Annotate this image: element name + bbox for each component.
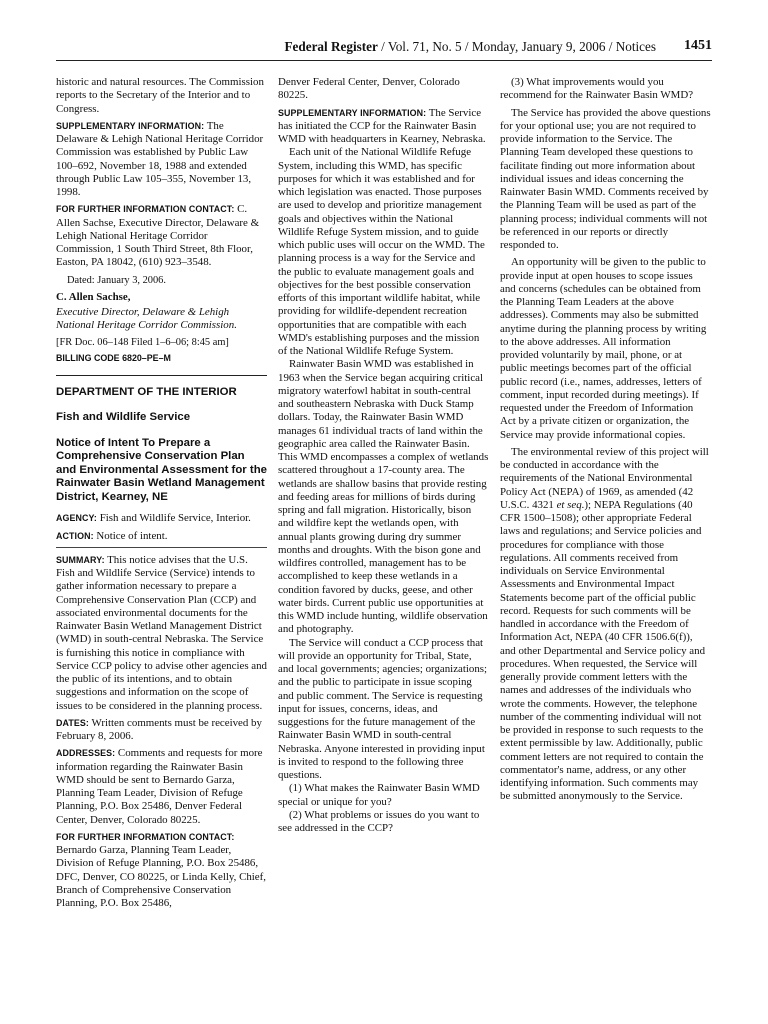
addresses-section — [56, 747, 267, 827]
section-label: SUMMARY: — [56, 554, 105, 565]
body-paragraph: Each unit of the National Wildlife Refuge System, including this WMD, has specific purposes for which it was established and for which legislation was enacted. Those purposes are used to develop and prioritize management goals and objectives within the National Wildlife Refuge System mission, and to guide which public uses will occur on the WMD. The planning process is a way for the Service and the public to evaluate management goals and objectives for the best possible conservation efforts of this important wildlife habitat, while providing for wildlife-dependent recreation opportunities that are compatible with each WMD's establishing purposes and the mission of the National Wildlife Refuge System. — [278, 146, 485, 357]
dates-section — [56, 717, 267, 744]
section-text: Notice of intent. — [93, 529, 168, 542]
page-number: 1451 — [684, 38, 712, 53]
intro-paragraph: historic and natural resources. The Commission reports to the Secretary of the Interior and to Congress. — [56, 76, 264, 115]
billing-code: BILLING CODE 6820–PE–M — [56, 352, 171, 363]
section-text: The Delaware & Lehigh National Heritage Corridor Commission was established by Public Law 100–692, November 18, 1988 and extended through Public Law 105–355, November 13, 1998. — [56, 119, 264, 198]
section-text: Fish and Wildlife Service, Interior. — [96, 512, 251, 525]
signer-name: C. Allen Sachse, — [56, 290, 131, 303]
section-label: SUPPLEMENTARY INFORMATION: — [56, 120, 205, 131]
section-text: Bernardo Garza, Planning Team Leader, Division of Refuge Planning, P.O. Box 25486, DFC, Denver, CO 80225, or Linda Kelly, Chief, Branch of Comprehensive Conservation Planning, P.O. Box 25486, — [56, 844, 266, 910]
section-label: FOR FURTHER INFORMATION CONTACT: — [56, 831, 235, 842]
section-text: This notice advises that the U.S. Fish and Wildlife Service (Service) intends to gather information necessary to prepare a Comprehensive Conservation Plan (CCP) and associated environmental documents for the Rainwater Basin Wetland Management District (WMD) in south-central Nebraska. The Service is furnishing this notice in compliance with Service CCP policy to advise other agencies and the public of its intentions, and to obtain suggestions and information on the scope of issues to be considered in the planning process. — [56, 553, 268, 712]
body-paragraph: The Service will conduct a CCP process that will provide an opportunity for Tribal, State, and local governments; agencies; organizations; and the public to participate in issue scoping and public comment. The Service is requesting input for issues, concerns, ideas, and suggestions for the future management of the Rainwater Basin WMD in south-central Nebraska. Anyone interested in providing input is invited to respond to the following three questions. — [278, 636, 488, 781]
section-label: DATES: — [56, 717, 89, 728]
section-divider — [56, 375, 267, 376]
summary-section — [56, 554, 267, 713]
text-segment: ); NEPA Regulations (40 CFR 1500–1508); other appropriate Federal laws and regulations; and Service policies and procedures for compliance with those regulations. All comments received from individuals on Service Environmental Assessments and Environmental Impact Statements become part of the official public record. Requests for such comments will be handled in accordance with the Freedom of Information Act, NEPA (40 CFR 1506.6(f)), and other Departmental and Service policy and procedures. When requested, the Service will generally provide comment letters with the names and addresses of the individuals who wrote the comments. However, the telephone number of the commenting individual will not be provided in response to such requests to the extent permissible by law. Additionally, public comment letters are not required to contain the commentator's name, address, or any other identifying information. Such comments may be submitted anonymously to the Service. — [500, 498, 706, 803]
publication-name: Federal Register — [284, 39, 378, 54]
section-label: AGENCY: — [56, 513, 97, 524]
issue-details: / Vol. 71, No. 5 / Monday, January 9, 2006 / Notices — [377, 39, 656, 54]
section-text: Comments and requests for more information regarding the Rainwater Basin WMD should be sent to Bernardo Garza, Planning Team Leader, Division of Refuge Planning, P.O. Box 25486, Denver Federal Center, Denver, Colorado 80225. — [56, 747, 263, 826]
section-label: ACTION: — [56, 530, 94, 541]
action-line — [56, 530, 267, 543]
summary-divider — [56, 547, 267, 548]
question-2: (2) What problems or issues do you want to see addressed in the CCP? — [278, 808, 480, 834]
signer-title: Executive Director, Delaware & Lehigh National Heritage Corridor Commission. — [56, 306, 237, 332]
body-paragraph: The Service has provided the above questions for your optional use; you are not required to provide information to the Service. The Planning Team developed these questions to facilitate finding out more information about individual issues and ideas concerning the Rainwater Basin WMD. Comments received by the Planning Team will be used as part of the planning process; individual comments will not be referenced in our reports or directly responded to. — [500, 106, 711, 251]
agency-heading: Fish and Wildlife Service — [56, 411, 191, 424]
section-text: The Service has initiated the CCP for the Rainwater Basin WMD with headquarters in Kearney, Nebraska. — [278, 106, 486, 145]
nepa-paragraph — [500, 446, 711, 804]
dated-line: Dated: January 3, 2006. — [67, 274, 166, 286]
department-heading: DEPARTMENT OF THE INTERIOR — [56, 386, 237, 398]
question-3: (3) What improvements would you recommend for the Rainwater Basin WMD? — [500, 76, 694, 102]
column-2 — [278, 76, 489, 835]
fr-doc-line: [FR Doc. 06–148 Filed 1–6–06; 8:45 am] — [56, 336, 229, 348]
italic-segment: et seq. — [556, 498, 585, 511]
section-label: ADDRESSES: — [56, 748, 116, 759]
section-text: Written comments must be received by February 8, 2006. — [56, 716, 262, 743]
body-paragraph: An opportunity will be given to the public to provide input at open houses to scope issues and concerns (schedules can be obtained from the Planning Team Leaders at the above addresses). Comments may also be submitted anytime during the planning process by writing to the above addresses. All information provided voluntarily by mail, phone, or at public meetings becomes part of the official public record (i.e., names, addresses, letters of comment, input recorded during meetings). If requested under the Freedom of Information Act by a private citizen or organization, the Service may provide informational copies. — [500, 256, 707, 441]
column-1 — [56, 76, 267, 914]
contact-information — [56, 203, 267, 269]
running-header — [56, 38, 712, 61]
notice-title: Notice of Intent To Prepare a Comprehensive Conservation Plan and Environmental Assessment for the Rainwater Basin Wetland Management District, Kearney, NE — [56, 436, 267, 503]
supplementary-information — [278, 107, 489, 147]
contact-information-2 — [56, 831, 267, 911]
header-title — [284, 39, 656, 55]
agency-line — [56, 512, 267, 525]
column-3 — [500, 76, 711, 804]
intro-paragraph: Denver Federal Center, Denver, Colorado 80225. — [278, 76, 460, 102]
section-label: FOR FURTHER INFORMATION CONTACT: — [56, 204, 235, 215]
body-paragraph: Rainwater Basin WMD was established in 1963 when the Service began acquiring critical migratory waterfowl habitat in south-central and southeastern Nebraska with Duck Stamp dollars. Today, the Rainwater Basin WMD manages 61 individual tracts of land within the geographic area called the Rainwater Basin. This WMD encompasses a complex of wetlands scattered throughout a 17-county area. The wetlands are shallow basins that provide resting and feeding areas for millions of birds during spring and fall migration. Historically, bison and wildfire kept the wetlands open, with annual plants growing during dry summer months and droughts. With the bison gone and wildfires controlled, management has to be accomplished to keep these wetlands in a condition favored by ducks, geese, and other water birds. Current public use opportunities at this WMD include hunting, wildlife observation and photography. — [278, 358, 489, 636]
section-label: SUPPLEMENTARY INFORMATION: — [278, 107, 427, 118]
supplementary-information — [56, 120, 267, 200]
section-text: C. Allen Sachse, Executive Director, Delaware & Lehigh National Heritage Corridor Commission, 1 South Third Street, 8th Floor, Easton, PA 18042, (610) 923–3548. — [56, 203, 260, 269]
question-1: (1) What makes the Rainwater Basin WMD special or unique for you? — [278, 782, 480, 808]
text-segment: The environmental review of this project will be conducted in accordance with the requirements of the National Environmental Policy Act (NEPA) of 1969, as amended (42 U.S.C. 4321 — [500, 445, 709, 511]
